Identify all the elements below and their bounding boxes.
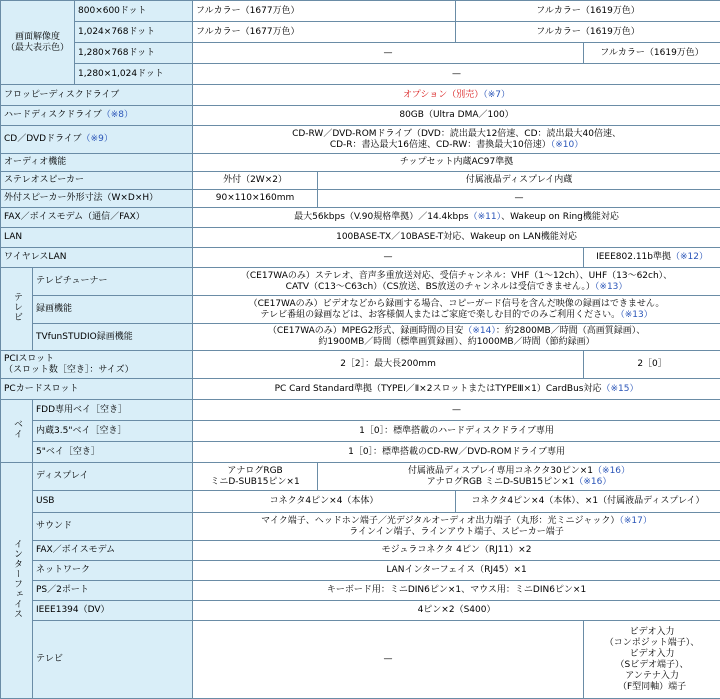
bay-fdd-label: FDD専用ベイ［空き］ [33,400,193,421]
iface-sound-value: マイク端子、ヘッドホン端子／光デジタルオーディオ出力端子（丸形：光ミニジャック）（※17） ラインイン端子、ラインアウト端子、スピーカー端子 [193,513,720,541]
res-1024x768: 1,024×768ドット [75,22,193,43]
bay-fdd-row [1,400,720,421]
pci-row [1,351,720,379]
bay-fdd-value: — [193,400,720,421]
display-res-row-3 [1,43,720,64]
wlan-row [1,248,720,268]
hdd-row [1,106,720,126]
speaker-size-v2: — [318,190,720,208]
res-800x600: 800×600ドット [75,1,193,22]
iface-tv-row [1,621,720,699]
tv-tuner-row [1,268,720,296]
iface-net-row [1,561,720,581]
iface-ieee-row [1,601,720,621]
audio-row [1,154,720,172]
cd-value: CD-RW／DVD-ROMドライブ（DVD：読出最大12倍速、CD：読出最大40倍速、 CD-R：書込最大16倍速、CD-RW：書換最大10倍速）（※10） [193,126,720,154]
iface-fax-row [1,541,720,561]
iface-sound-label: サウンド [33,513,193,541]
hdd-value: 80GB（Ultra DMA／100） [193,106,720,126]
speaker-v2: 付属液晶ディスプレイ内蔵 [318,172,720,190]
res-800-c2: フルカラー（1619万色） [456,1,720,22]
tv-rec-label: 録画機能 [33,296,193,324]
iface-net-label: ネットワーク [33,561,193,581]
floppy-value: オプション（別売）（※7） [193,85,720,106]
speaker-size-row [1,190,720,208]
iface-net-value: LANインターフェイス（RJ45）×1 [193,561,720,581]
iface-usb-v1: コネクタ4ピン×4（本体） [193,491,456,513]
bay-35-label: 内蔵3.5"ベイ［空き］ [33,421,193,442]
iface-fax-value: モジュラコネクタ 4ピン（RJ11）×2 [193,541,720,561]
speaker-label: ステレオスピーカー [1,172,193,190]
res-1280x768: 1,280×768ドット [75,43,193,64]
wlan-v2: IEEE802.11b準拠（※12） [584,248,720,268]
audio-label: オーディオ機能 [1,154,193,172]
iface-fax-label: FAX／ボイスモデム [33,541,193,561]
floppy-row [1,85,720,106]
fax-row [1,208,720,228]
lan-label: LAN [1,228,193,248]
tv-tyfun-value: （CE17WAのみ）MPEG2形式、録画時間の目安（※14）：約2800MB／時間（高画質録画）、 約1900MB／時間（標準画質録画）、約1000MB／時間（節約録画） [193,324,720,351]
lan-row [1,228,720,248]
iface-tv-label: テレビ [33,621,193,699]
tv-tuner-value: （CE17WAのみ）ステレオ、音声多重放送対応、受信チャンネル：VHF（1〜12ch）、UHF（13〜62ch）、 CATV（C13〜C63ch）（CS放送、BS放送のチャンネルは受信できません。）（※13） [193,268,720,296]
iface-ieee-label: IEEE1394（DV） [33,601,193,621]
iface-display-v1: アナログRGB ミニD-SUB15ピン×1 [193,463,318,491]
bay-group-label: ベイ [1,400,33,463]
iface-display-label: ディスプレイ [33,463,193,491]
tv-rec-row [1,296,720,324]
bay-5-label: 5"ベイ［空き］ [33,442,193,463]
hdd-label: ハードディスクドライブ（※8） [1,106,193,126]
tv-tyfun-row [1,324,720,351]
speaker-size-v1: 90×110×160mm [193,190,318,208]
bay-35-value: 1［0］：標準搭載のハードディスクドライブ専用 [193,421,720,442]
speaker-v1: 外付（2W×2） [193,172,318,190]
bay-5-value: 1［0］：標準搭載のCD-RW／DVD-ROMドライブ専用 [193,442,720,463]
wlan-v1: — [193,248,584,268]
bay-5-row [1,442,720,463]
pccard-label: PCカードスロット [1,379,193,400]
cd-row [1,126,720,154]
iface-group-label: インターフェイス [1,463,33,699]
res-1024-c1: フルカラー（1677万色） [193,22,456,43]
res-1280x768-c2: フルカラー（1619万色） [584,43,720,64]
pccard-value: PC Card Standard準拠（TYPEⅠ／Ⅱ×2スロットまたはTYPEⅢ×1）CardBus対応（※15） [193,379,720,400]
iface-usb-row [1,491,720,513]
pccard-row [1,379,720,400]
tv-rec-value: （CE17WAのみ）ビデオなどから録画する場合、コピーガード信号を含んだ映像の録画はできません。 テレビ番組の録画などは、お客様個人またはご家庭で楽しむ目的でのみご利用ください。（※13） [193,296,720,324]
res-800-c1: フルカラー（1677万色） [193,1,456,22]
fax-value: 最大56kbps（V.90規格準拠）／14.4kbps（※11）、Wakeup on Ring機能対応 [193,208,720,228]
iface-ps2-value: キーボード用：ミニDIN6ピン×1、マウス用：ミニDIN6ピン×1 [193,581,720,601]
iface-ps2-label: PS／2ポート [33,581,193,601]
audio-value: チップセット内蔵AC97準拠 [193,154,720,172]
iface-ps2-row [1,581,720,601]
fax-label: FAX／ボイスモデム（通信／FAX） [1,208,193,228]
lan-value: 100BASE-TX／10BASE-T対応、Wakeup on LAN機能対応 [193,228,720,248]
speaker-row [1,172,720,190]
display-res-row-4 [1,64,720,85]
display-res-row-1 [1,1,720,22]
display-res-row-2 [1,22,720,43]
iface-usb-v2: コネクタ4ピン×4（本体）、×1（付属液晶ディスプレイ） [456,491,720,513]
cd-label: CD／DVDドライブ（※9） [1,126,193,154]
bay-35-row [1,421,720,442]
speaker-size-label: 外付スピーカー外形寸法（W×D×H） [1,190,193,208]
floppy-label: フロッピーディスクドライブ [1,85,193,106]
display-res-label: 画面解像度 （最大表示色） [1,1,75,85]
res-1280x768-c1: — [193,43,584,64]
iface-usb-label: USB [33,491,193,513]
res-1280x1024-c1: — [193,64,720,85]
iface-display-row [1,463,720,491]
res-1024-c2: フルカラー（1619万色） [456,22,720,43]
pci-label: PCIスロット （スロット数［空き］：サイズ） [1,351,193,379]
pci-v2: 2［0］ [584,351,720,379]
iface-tv-v1: — [193,621,584,699]
iface-sound-row [1,513,720,541]
iface-tv-v2: ビデオ入力 （コンポジット端子）、 ビデオ入力 （Sビデオ端子）、 アンテナ入力 （F型同軸）端子 [584,621,720,699]
tv-tuner-label: テレビチューナー [33,268,193,296]
iface-ieee-value: 4ピン×2（S400） [193,601,720,621]
tv-group-label: テレビ [1,268,33,351]
res-1280x1024: 1,280×1,024ドット [75,64,193,85]
tv-tyfun-label: TVfunSTUDIO録画機能 [33,324,193,351]
pci-v1: 2［2］：最大長200mm [193,351,584,379]
iface-display-v2: 付属液晶ディスプレイ専用コネクタ30ピン×1（※16） アナログRGB ミニD-SUB15ピン×1（※16） [318,463,720,491]
wlan-label: ワイヤレスLAN [1,248,193,268]
